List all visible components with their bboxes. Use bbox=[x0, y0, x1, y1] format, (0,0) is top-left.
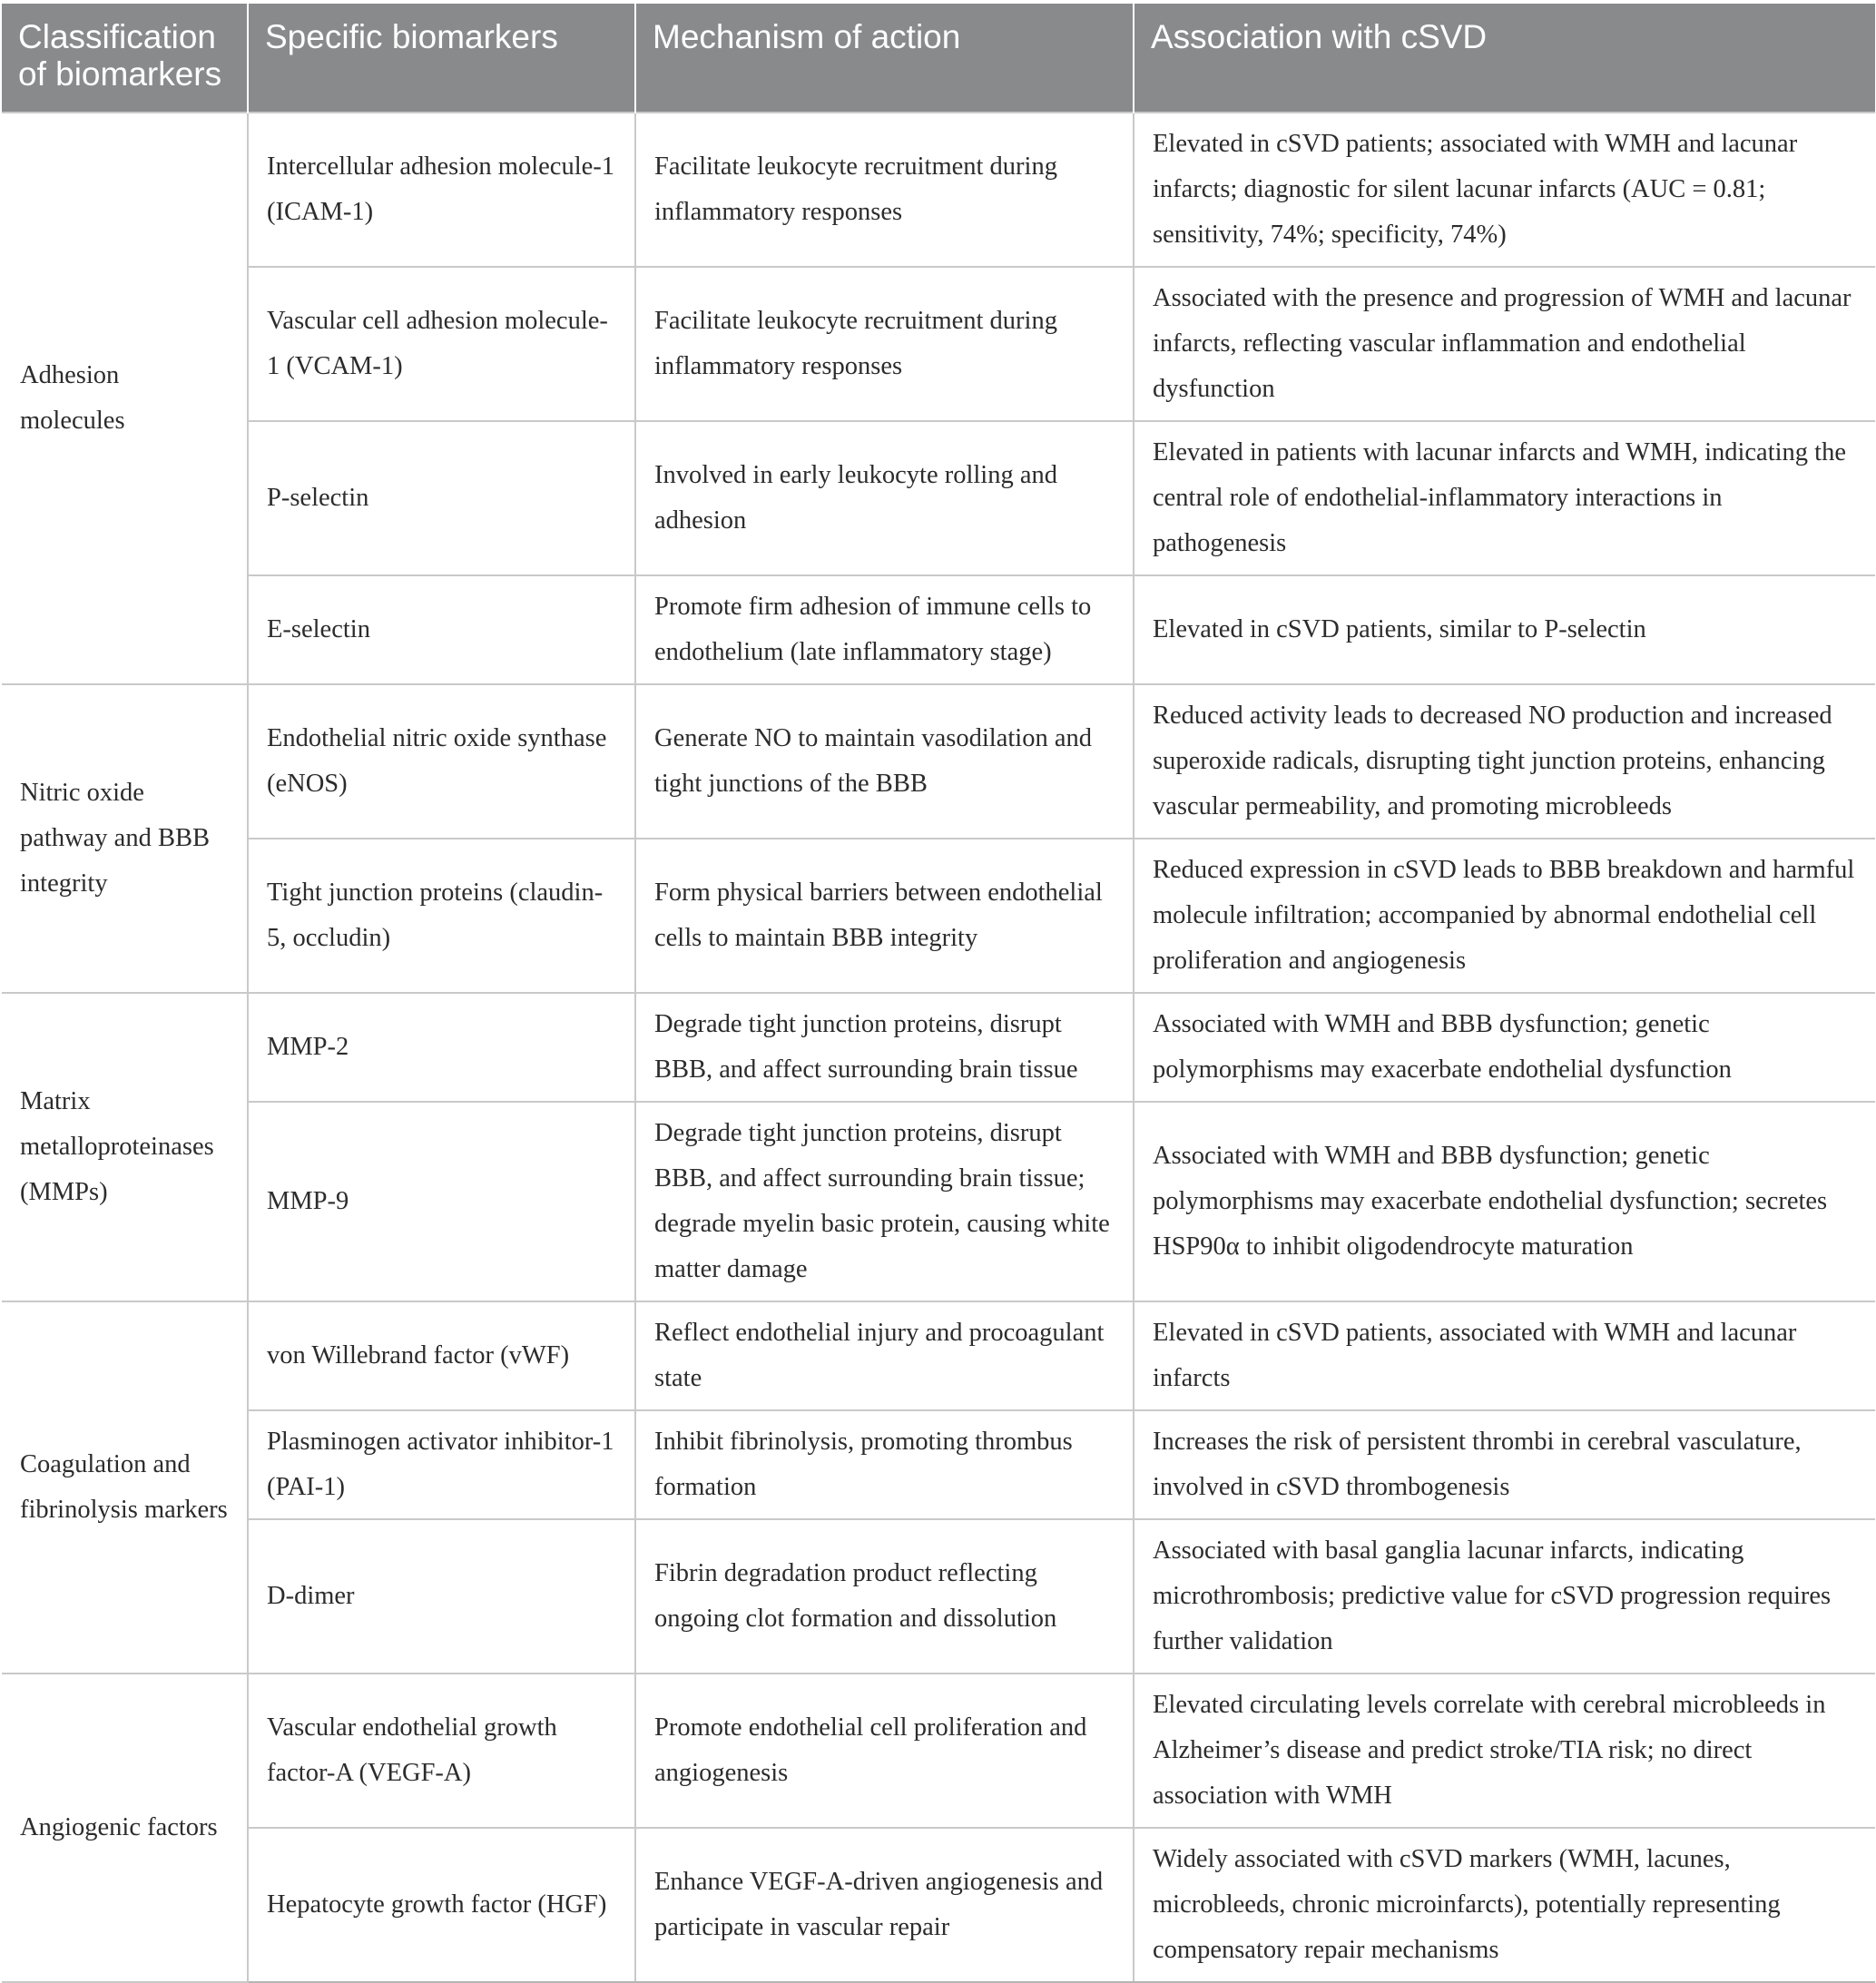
mechanism-cell: Involved in early leukocyte rolling and adhesion bbox=[635, 421, 1134, 575]
classification-cell: Coagulation and fibrinolysis markers bbox=[2, 1301, 248, 1674]
table-row bbox=[2, 113, 1875, 267]
association-cell: Elevated in patients with lacunar infarcts and WMH, indicating the central role of endothelial-inflammatory interactions in pathogenesis bbox=[1134, 421, 1875, 575]
mechanism-cell: Facilitate leukocyte recruitment during inflammatory responses bbox=[635, 267, 1134, 421]
association-cell: Widely associated with cSVD markers (WMH, lacunes, microbleeds, chronic microinfarcts), potentially representing compensatory repair mechanisms bbox=[1134, 1828, 1875, 1982]
table-row bbox=[2, 1410, 1875, 1519]
mechanism-cell: Form physical barriers between endothelial cells to maintain BBB integrity bbox=[635, 839, 1134, 993]
table-row bbox=[2, 1519, 1875, 1674]
biomarker-table bbox=[2, 4, 1875, 1983]
mechanism-cell: Degrade tight junction proteins, disrupt BBB, and affect surrounding brain tissue; degrade myelin basic protein, causing white matter damage bbox=[635, 1102, 1134, 1301]
mechanism-cell: Facilitate leukocyte recruitment during inflammatory responses bbox=[635, 113, 1134, 267]
table-row bbox=[2, 1828, 1875, 1982]
association-cell: Associated with basal ganglia lacunar infarcts, indicating microthrombosis; predictive value for cSVD progression requires further validation bbox=[1134, 1519, 1875, 1674]
biomarker-cell: Plasminogen activator inhibitor-1 (PAI-1) bbox=[248, 1410, 635, 1519]
biomarker-cell: MMP-2 bbox=[248, 993, 635, 1102]
mechanism-cell: Reflect endothelial injury and procoagulant state bbox=[635, 1301, 1134, 1410]
biomarker-cell: E-selectin bbox=[248, 575, 635, 684]
biomarker-cell: Endothelial nitric oxide synthase (eNOS) bbox=[248, 684, 635, 839]
header-mechanism: Mechanism of action bbox=[635, 4, 1134, 113]
table-body bbox=[2, 113, 1875, 1982]
table-row bbox=[2, 421, 1875, 575]
association-cell: Associated with WMH and BBB dysfunction; genetic polymorphisms may exacerbate endothelial dysfunction; secretes HSP90α to inhibit oligodendrocyte maturation bbox=[1134, 1102, 1875, 1301]
biomarker-cell: MMP-9 bbox=[248, 1102, 635, 1301]
mechanism-cell: Degrade tight junction proteins, disrupt BBB, and affect surrounding brain tissue bbox=[635, 993, 1134, 1102]
header-association: Association with cSVD bbox=[1134, 4, 1875, 113]
association-cell: Elevated in cSVD patients, similar to P-selectin bbox=[1134, 575, 1875, 684]
biomarker-cell: Intercellular adhesion molecule-1 (ICAM-1) bbox=[248, 113, 635, 267]
classification-cell: Angiogenic factors bbox=[2, 1674, 248, 1982]
header-row bbox=[2, 4, 1875, 113]
mechanism-cell: Fibrin degradation product reflecting ongoing clot formation and dissolution bbox=[635, 1519, 1134, 1674]
biomarker-cell: Hepatocyte growth factor (HGF) bbox=[248, 1828, 635, 1982]
association-cell: Associated with the presence and progression of WMH and lacunar infarcts, reflecting vascular inflammation and endothelial dysfunction bbox=[1134, 267, 1875, 421]
association-cell: Elevated in cSVD patients; associated with WMH and lacunar infarcts; diagnostic for silent lacunar infarcts (AUC = 0.81; sensitivity, 74%; specificity, 74%) bbox=[1134, 113, 1875, 267]
table-row bbox=[2, 1102, 1875, 1301]
biomarker-cell: von Willebrand factor (vWF) bbox=[248, 1301, 635, 1410]
association-cell: Reduced activity leads to decreased NO production and increased superoxide radicals, disrupting tight junction proteins, enhancing vascular permeability, and promoting microbleeds bbox=[1134, 684, 1875, 839]
association-cell: Associated with WMH and BBB dysfunction; genetic polymorphisms may exacerbate endothelial dysfunction bbox=[1134, 993, 1875, 1102]
association-cell: Elevated circulating levels correlate with cerebral microbleeds in Alzheimer’s disease and predict stroke/TIA risk; no direct association with WMH bbox=[1134, 1674, 1875, 1828]
association-cell: Increases the risk of persistent thrombi in cerebral vasculature, involved in cSVD thrombogenesis bbox=[1134, 1410, 1875, 1519]
header-specific-biomarkers: Specific biomarkers bbox=[248, 4, 635, 113]
mechanism-cell: Promote endothelial cell proliferation and angiogenesis bbox=[635, 1674, 1134, 1828]
biomarker-cell: Vascular cell adhesion molecule-1 (VCAM-1) bbox=[248, 267, 635, 421]
header-classification: Classification of biomarkers bbox=[2, 4, 248, 113]
biomarker-cell: Vascular endothelial growth factor-A (VEGF-A) bbox=[248, 1674, 635, 1828]
mechanism-cell: Generate NO to maintain vasodilation and tight junctions of the BBB bbox=[635, 684, 1134, 839]
association-cell: Reduced expression in cSVD leads to BBB breakdown and harmful molecule infiltration; accompanied by abnormal endothelial cell proliferation and angiogenesis bbox=[1134, 839, 1875, 993]
classification-cell: Nitric oxide pathway and BBB integrity bbox=[2, 684, 248, 993]
table-header bbox=[2, 4, 1875, 113]
biomarker-cell: P-selectin bbox=[248, 421, 635, 575]
table-row bbox=[2, 267, 1875, 421]
table-row bbox=[2, 993, 1875, 1102]
association-cell: Elevated in cSVD patients, associated with WMH and lacunar infarcts bbox=[1134, 1301, 1875, 1410]
biomarker-cell: D-dimer bbox=[248, 1519, 635, 1674]
table-row bbox=[2, 1674, 1875, 1828]
mechanism-cell: Enhance VEGF-A-driven angiogenesis and participate in vascular repair bbox=[635, 1828, 1134, 1982]
table-row bbox=[2, 1301, 1875, 1410]
table-row bbox=[2, 839, 1875, 993]
biomarker-cell: Tight junction proteins (claudin-5, occludin) bbox=[248, 839, 635, 993]
mechanism-cell: Promote firm adhesion of immune cells to endothelium (late inflammatory stage) bbox=[635, 575, 1134, 684]
mechanism-cell: Inhibit fibrinolysis, promoting thrombus formation bbox=[635, 1410, 1134, 1519]
table-row bbox=[2, 575, 1875, 684]
classification-cell: Adhesion molecules bbox=[2, 113, 248, 684]
classification-cell: Matrix metalloproteinases (MMPs) bbox=[2, 993, 248, 1301]
table-row bbox=[2, 684, 1875, 839]
